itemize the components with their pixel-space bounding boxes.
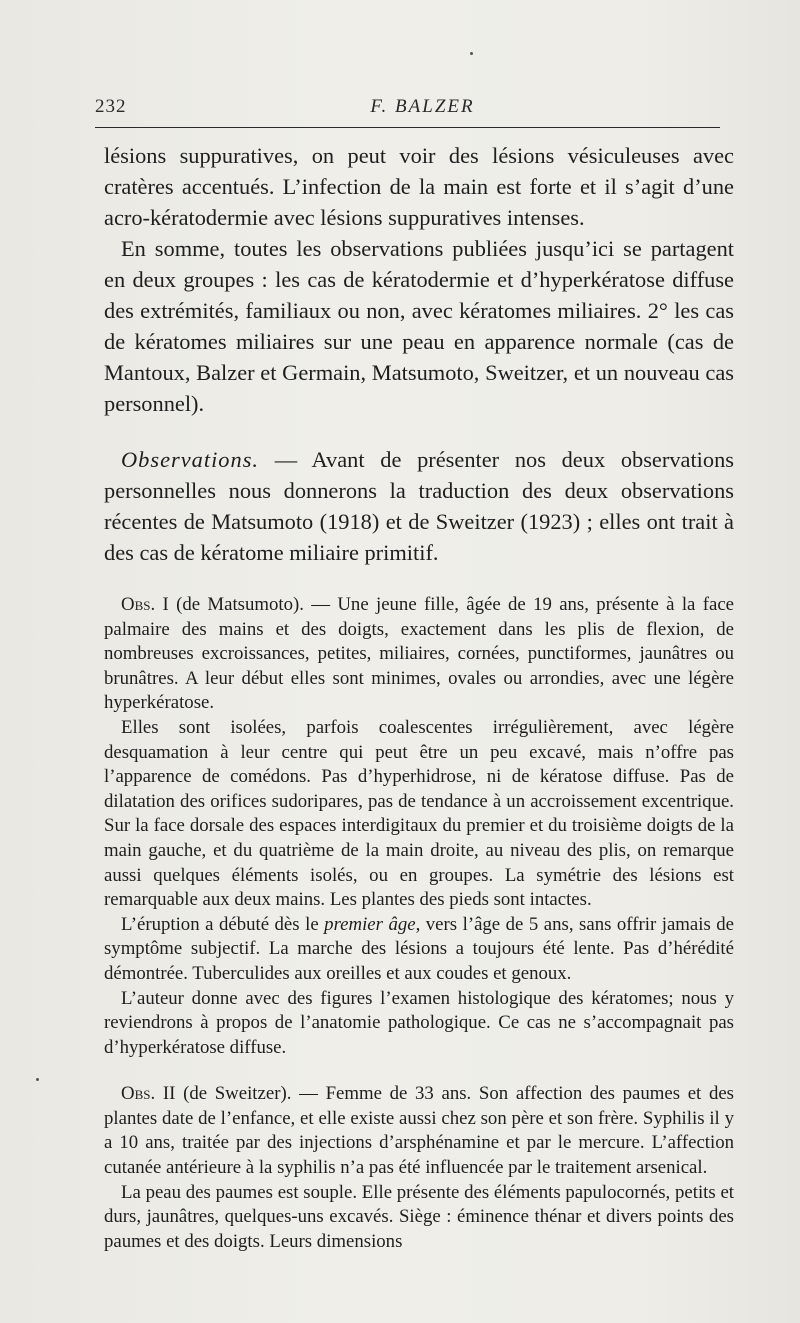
text-run: , vers l’âge de 5 ans, sans offrir jamais de symptôme subjectif. La marche des lésions a toujours été lente. Pas d’hérédité démontrée. Tuberculides aux oreilles et aux coudes et genoux.: [104, 913, 734, 984]
paragraph: lésions suppuratives, on peut voir des lésions vésiculeuses avec cratères accentués. L’infection de la main est forte et il s’agit d’une acro-kératodermie avec lésions suppuratives intenses.: [104, 143, 734, 230]
page-header: [95, 96, 720, 122]
observations-heading: Observations.: [121, 447, 260, 472]
page-number: 232: [95, 96, 127, 117]
observations-paragraph: [104, 444, 734, 568]
paragraph: En somme, toutes les observations publiées jusqu’ici se partagent en deux groupes : les cas de kératodermie et d’hyperkératose diffuse des extrémités, familiaux ou non, avec kératomes miliaires. 2° les cas de kératomes miliaires sur une peau en apparence normale (cas de Mantoux, Balzer et Germain, Matsumoto, Sweitzer, et un nouveau cas personnel).: [104, 236, 734, 416]
paragraph: La peau des paumes est souple. Elle présente des éléments papulocornés, petits et durs, jaunâtres, quelques-uns excavés. Siège : éminence thénar et divers points des paumes et des doigts. Leurs dimensions: [104, 1181, 734, 1252]
paragraph: L’auteur donne avec des figures l’examen histologique des kératomes; nous y reviendrons à propos de l’anatomie pathologique. Ce cas ne s’accompagnait pas d’hyperkératose diffuse.: [104, 987, 734, 1058]
running-title: F. BALZER: [370, 96, 475, 117]
paragraph: [104, 593, 734, 716]
paragraph: Elles sont isolées, parfois coalescentes irrégulièrement, avec légère desquamation à leur centre qui peut être un peu excavé, mais n’offre pas l’apparence de comédons. Pas d’hyperhidrose, ni de kératose diffuse. Pas de dilatation des orifices sudoripares, pas de tendance à un accroissement excentrique. Sur la face dorsale des espaces interdigitaux du premier et du troisième doigts de la main gauche, et du quatrième de la main droite, au niveau des plis, on remarque aussi quelques éléments isolés, ou en groupes. La symétrie des lésions est remarquable aux deux mains. Les plantes des pieds sont intactes.: [104, 716, 734, 911]
observation-2: [104, 1082, 734, 1254]
observations-text: — Avant de présenter nos deux observations personnelles nous donnerons la traduction des deux observations récentes de Matsumoto (1918) et de Sweitzer (1923) ; elles ont trait à des cas de kératome miliaire primitif.: [104, 447, 734, 565]
emphasis: premier âge: [324, 913, 416, 935]
observation-1: [104, 593, 734, 1060]
paper-speck: [36, 1078, 39, 1081]
header-rule: [95, 127, 720, 128]
obs-label: Obs. I: [121, 594, 169, 615]
paper-speck: [470, 52, 473, 55]
obs-text: (de Matsumoto). — Une jeune fille, âgée de 19 ans, présente à la face palmaire des mains et des doigts, exactement dans les plis de flexion, de nombreuses excroissances, petites, miliaires, cornées, punctiformes, jaunâtres ou brunâtres. A leur début elles sont minimes, ovales ou arrondies, avec une légère hyperkératose.: [104, 594, 734, 714]
paragraph: [104, 913, 734, 987]
intro-section: [104, 140, 734, 568]
paragraph: [104, 1082, 734, 1180]
obs-text: (de Sweitzer). — Femme de 33 ans. Son affection des paumes et des plantes date de l’enfance, et elle existe aussi chez son père et son frère. Syphilis il y a 10 ans, traitée par des injections d’arsphénamine et par le mercure. L’affection cutanée antérieure à la syphilis n’a pas été influencée par le traitement arsenical.: [104, 1083, 734, 1179]
obs-label: Obs. II: [121, 1083, 176, 1105]
text-run: L’éruption a débuté dès le: [121, 913, 325, 935]
page-body: [104, 140, 734, 1254]
